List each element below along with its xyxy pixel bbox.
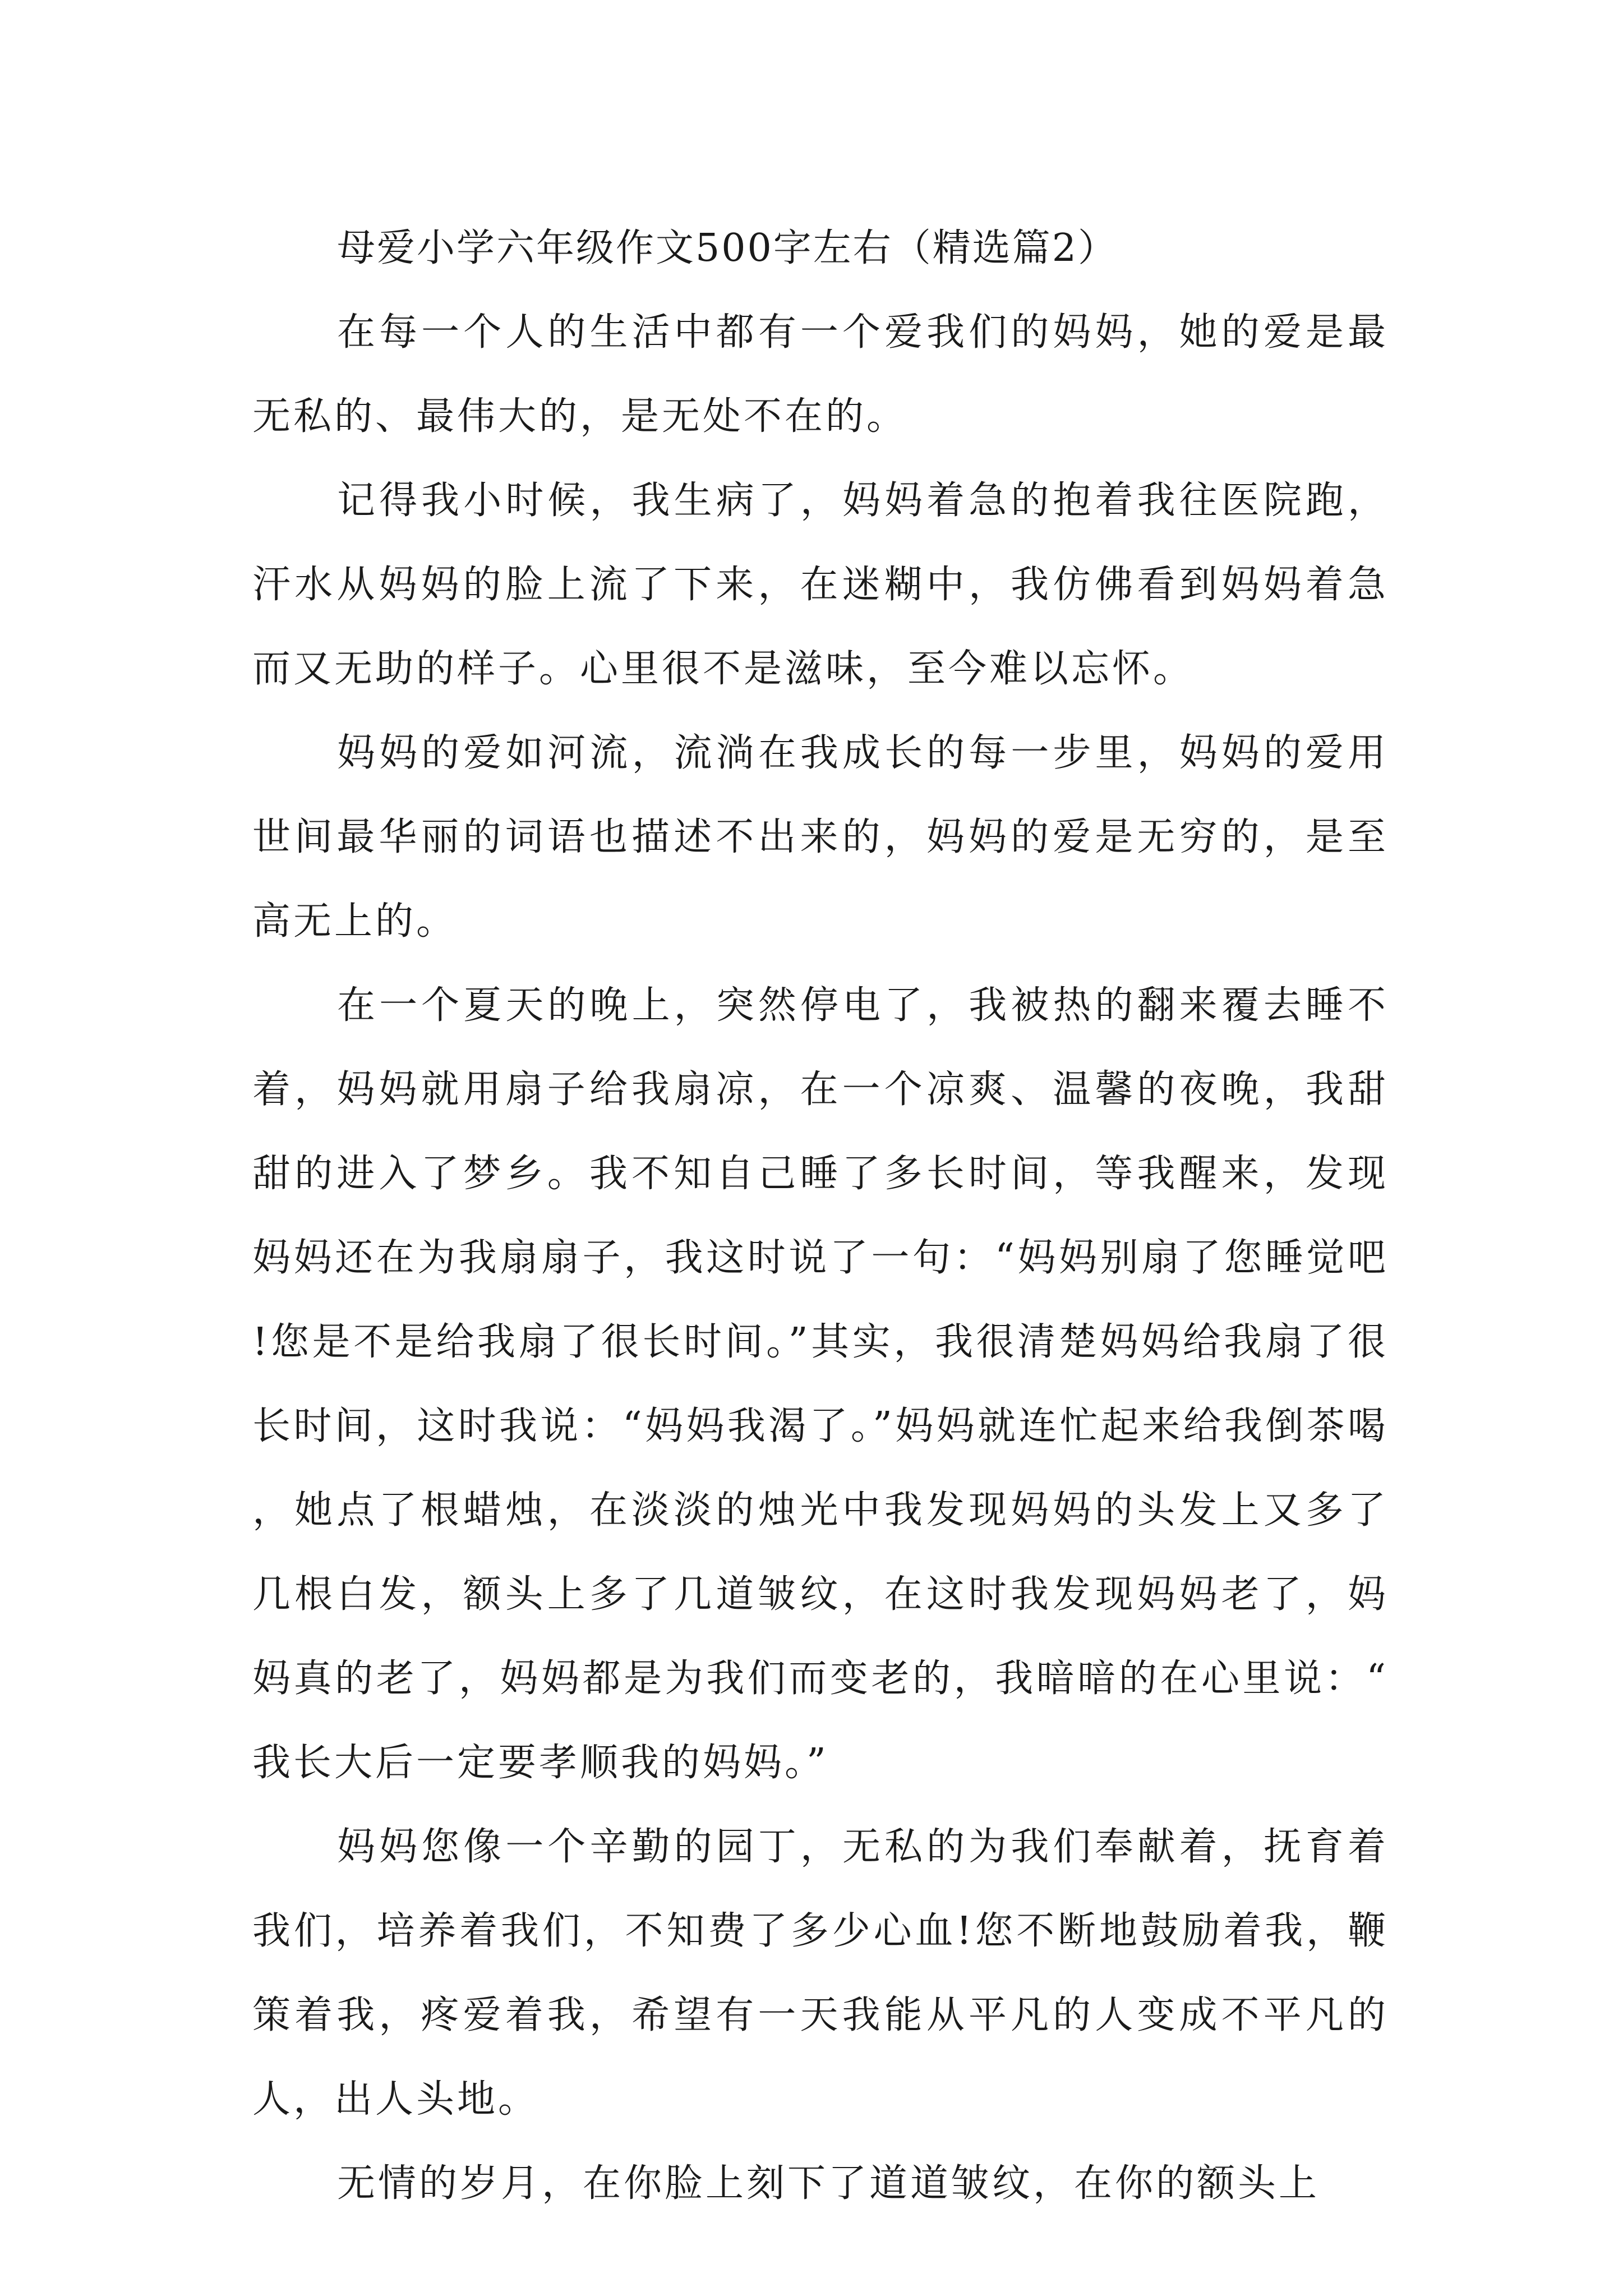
paragraph-3: 妈妈的爱如河流，流淌在我成长的每一步里，妈妈的爱用世间最华丽的词语也描述不出来的，妈妈的爱是无穷的，是至高无上的。 <box>252 731 1389 944</box>
essay-title: 母爱小学六年级作文500字左右（精选篇2） <box>337 226 1118 270</box>
document-body <box>252 206 1389 2226</box>
paragraph-1: 在每一个人的生活中都有一个爱我们的妈妈，她的爱是最无私的、最伟大的，是无处不在的。 <box>252 310 1389 439</box>
paragraph-5: 妈妈您像一个辛勤的园丁，无私的为我们奉献着，抚育着我们，培养着我们，不知费了多少心血!您不断地鼓励着我，鞭策着我，疼爱着我，希望有一天我能从平凡的人变成不平凡的人，出人头地。 <box>252 1825 1389 2122</box>
paragraph-2: 记得我小时候，我生病了，妈妈着急的抱着我往医院跑，汗水从妈妈的脸上流了下来，在迷糊中，我仿佛看到妈妈着急而又无助的样子。心里很不是滋味，至今难以忘怀。 <box>252 478 1389 691</box>
paragraph-6: 无情的岁月，在你脸上刻下了道道皱纹，在你的额头上 <box>337 2161 1320 2206</box>
paragraph-4: 在一个夏天的晚上，突然停电了，我被热的翻来覆去睡不着，妈妈就用扇子给我扇凉，在一个凉爽、温馨的夜晚，我甜甜的进入了梦乡。我不知自己睡了多长时间，等我醒来，发现妈妈还在为我扇扇子，我这时说了一句：“妈妈别扇了您睡觉吧!您是不是给我扇了很长时间。”其实，我很清楚妈妈给我扇了很长时间，这时我说：“妈妈我渴了。”妈妈就连忙起来给我倒茶喝，她点了根蜡烛，在淡淡的烛光中我发现妈妈的头发上又多了几根白发，额头上多了几道皱纹，在这时我发现妈妈老了，妈妈真的老了，妈妈都是为我们而变老的，我暗暗的在心里说：“我长大后一定要孝顺我的妈妈。” <box>252 983 1389 1785</box>
